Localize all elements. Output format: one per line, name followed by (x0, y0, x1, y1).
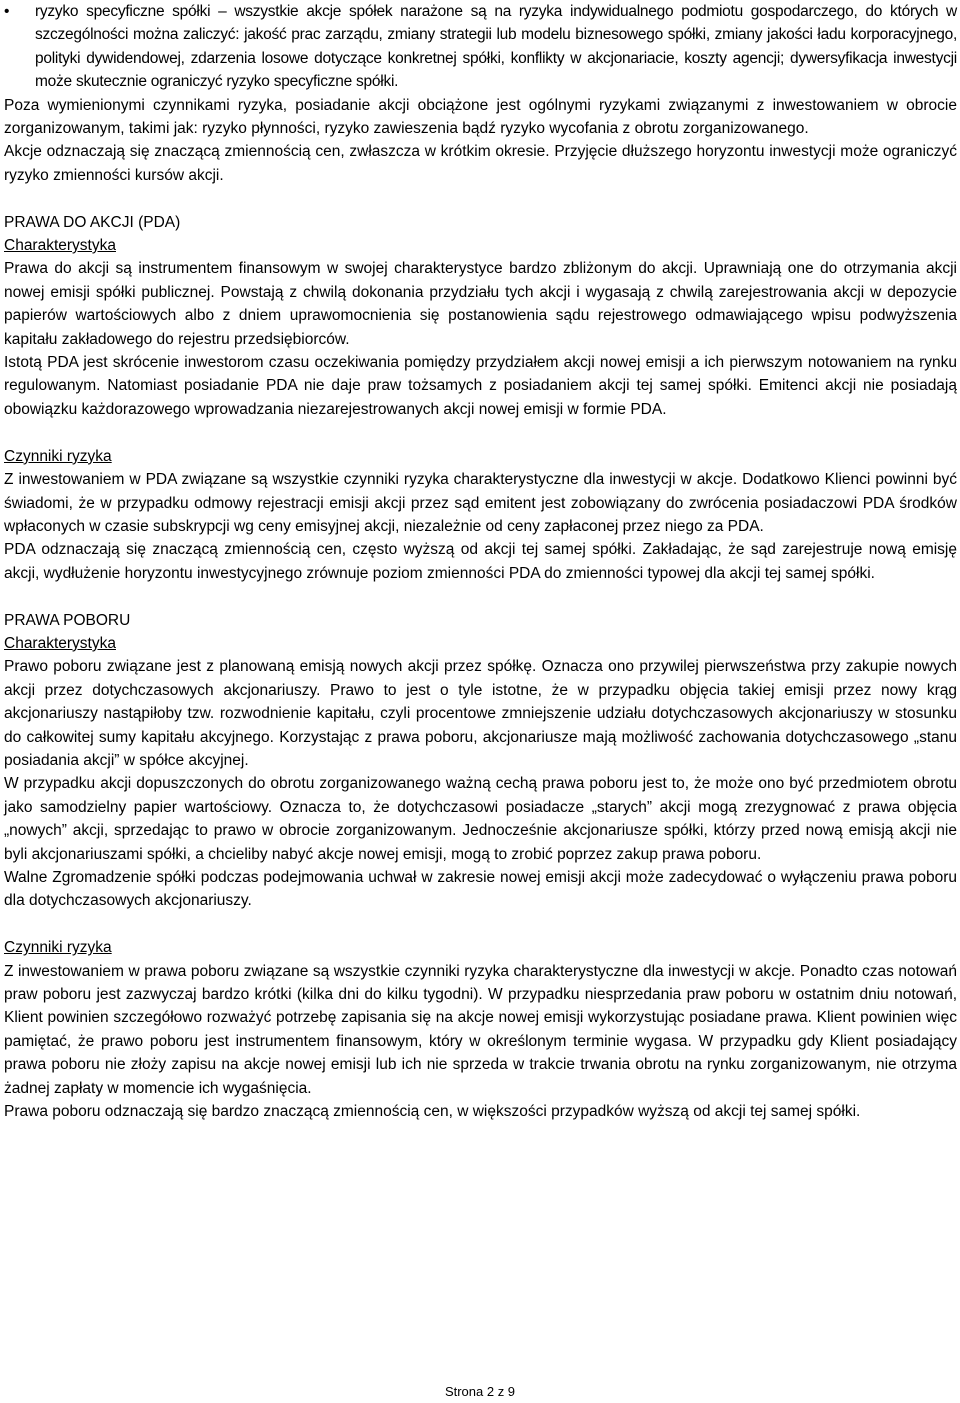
poboru-ryzyka-paragraph-1: Z inwestowaniem w prawa poboru związane są wszystkie czynniki ryzyka charakterystyczne dla inwestycji w akcje. Ponadto czas notowań praw poboru jest zazwyczaj bardzo krótki (kilka dni do kilku tygodni). W przypadku niesprzedania praw poboru w ostatnim dniu notowań, Klient powinien szczegółowo rozważyć potrzebę zapisania się na akcje nowej emisji wykorzystując posiadane prawa. Klient powinien więc pamiętać, że prawo poboru jest instrumentem finansowym, który w określonym terminie wygasa. W przypadku gdy Klient posiadający prawa poboru nie złoży zapisu na akcje nowej emisji lub ich nie sprzeda w trakcie trwania obrotu na rynku zorganizowanym, nie otrzyma żadnej zapłaty w momencie ich wygaśnięcia. (4, 962, 957, 1097)
poboru-ryzyka-paragraph-2: Prawa poboru odznaczają się bardzo znaczącą zmiennością cen, w większości przypadków wyższą od akcji tej samej spółki. (4, 1103, 861, 1121)
intro-paragraph-1: Poza wymienionymi czynnikami ryzyka, posiadanie akcji obciążone jest ogólnymi ryzykami związanymi z inwestowaniem w obrocie zorganizowanym, takimi jak: ryzyko płynności, ryzyko zawieszenia bądź ryzyko wycofania z obrotu zorganizowanego. (4, 96, 957, 138)
section-prawa-poboru (4, 609, 957, 1124)
section-gap (4, 421, 957, 444)
bullet-item-specific-risk (4, 0, 957, 94)
intro-paragraph-2: Akcje odznaczają się znaczącą zmiennością cen, zwłaszcza w krótkim okresie. Przyjęcie dłuższego horyzontu inwestycji może ograniczyć ryzyko zmienności kursów akcji. (4, 143, 957, 184)
subheading-poboru-ryzyka: Czynniki ryzyka (4, 939, 112, 957)
section-gap (4, 913, 957, 936)
subheading-poboru-charakterystyka: Charakterystyka (4, 634, 116, 652)
poboru-charakterystyka-paragraph-2: W przypadku akcji dopuszczonych do obrotu zorganizowanego ważną cechą prawa poboru jest to, że może ono być przedmiotem obrotu jako samodzielny papier wartościowy. Oznacza to, że dotychczasowi posiadacze „starych” akcji mogą zrezygnować z prawa objęcia „nowych” akcji, sprzedając to prawo w obrocie zorganizowanym. Jednocześnie akcjonariusze spółki, którzy przed nową emisją akcji nie byli akcjonariuszami spółki, a chcieliby nabyć akcje nowej emisji, mogą to zrobić poprzez zakup prawa poboru. (4, 775, 957, 863)
section-heading-pda: PRAWA DO AKCJI (PDA) (4, 213, 181, 231)
bullet-icon: • (4, 3, 10, 20)
pda-charakterystyka-paragraph-2: Istotą PDA jest skrócenie inwestorom czasu oczekiwania pomiędzy przydziałem akcji nowej emisji a ich pierwszym notowaniem na rynku regulowanym. Natomiast posiadanie PDA nie daje praw tożsamych z posiadaniem akcji tej samej spółki. Emitenci akcji nie posiadają obowiązku każdorazowego wprowadzania niezarejestrowanych akcji nowej emisji w formie PDA. (4, 354, 957, 418)
subheading-pda-ryzyka: Czynniki ryzyka (4, 447, 112, 465)
section-gap (4, 187, 957, 210)
subheading-pda-charakterystyka: Charakterystyka (4, 237, 116, 255)
document-page (4, 0, 957, 1123)
section-gap (4, 585, 957, 608)
poboru-charakterystyka-paragraph-3: Walne Zgromadzenie spółki podczas podejmowania uchwał w zakresie nowej emisji akcji może zadecydować o wyłączeniu prawa poboru dla dotychczasowych akcjonariuszy. (4, 868, 957, 910)
pda-ryzyka-paragraph-1: Z inwestowaniem w PDA związane są wszystkie czynniki ryzyka charakterystyczne dla inwestycji w akcje. Dodatkowo Klienci powinni być świadomi, że w przypadku odmowy rejestracji emisji akcji przez sąd emitent jest zobowiązany do zwrócenia posiadaczowi PDA środków wpłaconych w czasie subskrypcji wg ceny emisyjnej akcji, niezależnie od ceny zapłaconej przez niego za PDA. (4, 471, 957, 535)
bullet-text: ryzyko specyficzne spółki – wszystkie akcje spółek narażone są na ryzyka indywidualnego podmiotu gospodarczego, do których w szczególności można zaliczyć: jakość prac zarządu, zmiany strategii lub modelu biznesowego spółki, zmiany jakości ładu korporacyjnego, polityki dywidendowej, zdarzenia losowe dotyczące konkretnej spółki, konflikty w akcjonariacie, koszty agencji; dywersyfikacja inwestycji może skutecznie ograniczyć ryzyko specyficzne spółki. (35, 3, 957, 91)
section-pda (4, 211, 957, 585)
poboru-charakterystyka-paragraph-1: Prawo poboru związane jest z planowaną emisją nowych akcji przez spółkę. Oznacza ono przywilej pierwszeństwa przy zakupie nowych akcji przez dotychczasowych akcjonariuszy. Prawo to jest o tyle istotne, że w przypadku objęcia takiej emisji przez nowy krąg akcjonariuszy nastąpiłoby tzw. rozwodnienie kapitału, czyli procentowe zmniejszenie udziału dotychczasowych akcjonariuszy w stosunku do całkowitej sumy kapitału akcyjnego. Korzystając z prawa poboru, akcjonariusze mają możliwość zachowania dotychczasowego „stanu posiadania akcji” w spółce akcyjnej. (4, 658, 957, 769)
section-heading-prawa-poboru: PRAWA POBORU (4, 611, 131, 629)
pda-ryzyka-paragraph-2: PDA odznaczają się znaczącą zmiennością cen, często wyższą od akcji tej samej spółki. Zakładając, że sąd zarejestruje nową emisję akcji, wydłużenie horyzontu inwestycyjnego zrównuje poziom zmienności PDA do zmienności typowej dla akcji tej samej spółki. (4, 541, 957, 582)
pda-charakterystyka-paragraph-1: Prawa do akcji są instrumentem finansowym w swojej charakterystyce bardzo zbliżonym do akcji. Uprawniają one do otrzymania akcji nowej emisji spółki publicznej. Powstają z chwilą dokonania przydziału tych akcji i wygasają z chwilą zarejestrowania akcji w depozycie papierów wartościowych albo z dniem uprawomocnienia się postanowienia sądu rejestrowego odmawiającego wpisu podwyższenia kapitału zakładowego do rejestru przedsiębiorców. (4, 260, 957, 348)
page-number-footer: Strona 2 z 9 (444, 1384, 516, 1399)
